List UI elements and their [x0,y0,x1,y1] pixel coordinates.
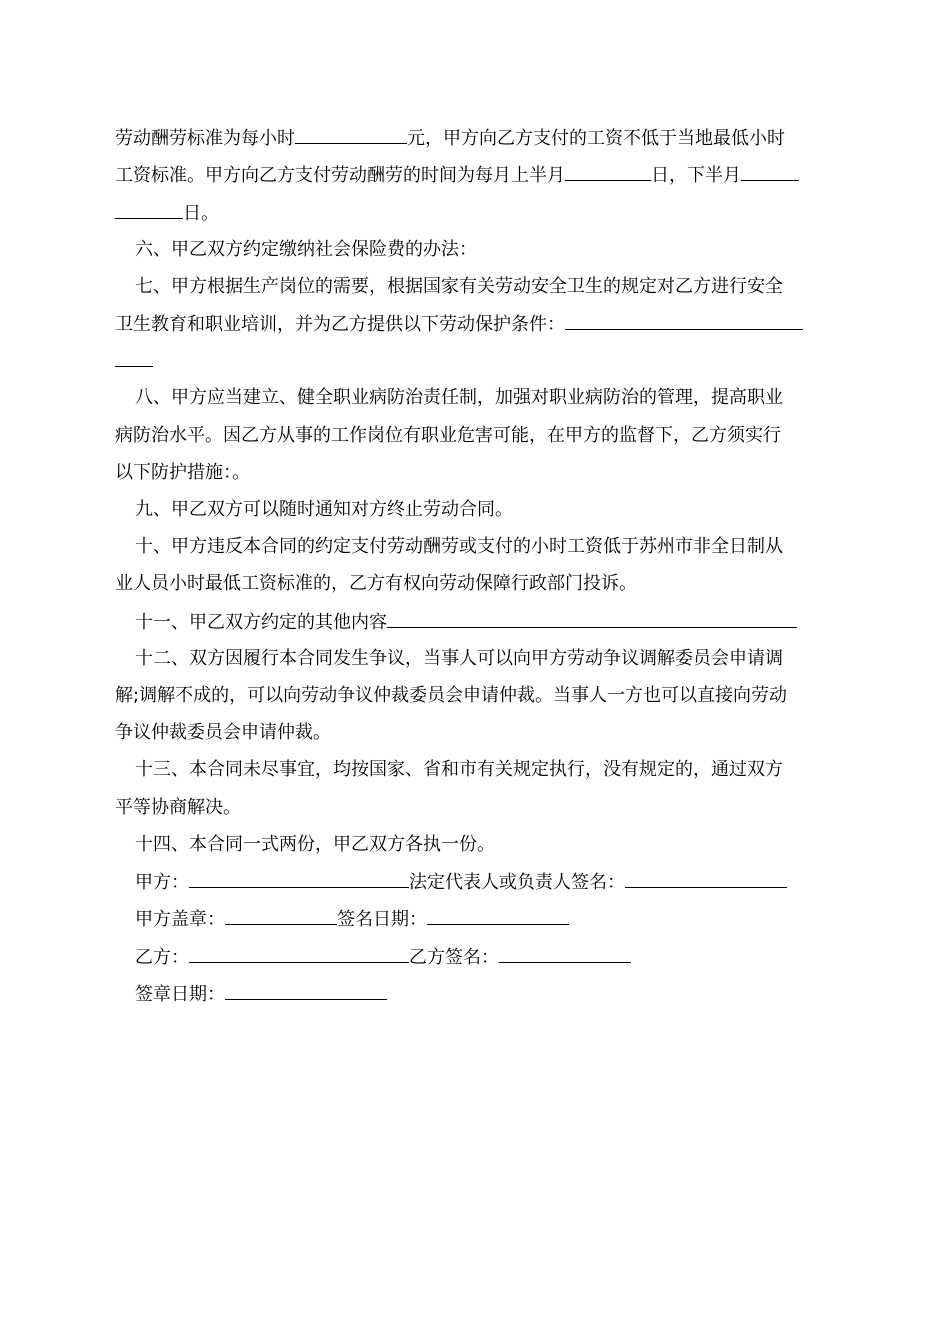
text-segment: 以下防护措施：。 [115,462,250,483]
text-segment: 十四、本合同一式两份，甲乙双方各执一份。 [135,834,495,855]
text-line [115,312,803,336]
clause-7 [135,275,783,299]
text-segment: 甲方盖章： [135,909,225,930]
clause-6 [135,238,477,262]
fill-blank[interactable] [741,163,799,181]
clause-8 [135,386,783,410]
text-segment: 七、甲方根据生产岗位的需要，根据国家有关劳动安全卫生的规定对乙方进行安全 [135,276,783,297]
fill-blank[interactable] [115,349,153,367]
text-segment: 签章日期： [135,984,225,1005]
text-line [115,796,241,820]
party-b-signature-blank[interactable] [499,945,631,963]
text-segment: 乙方： [135,947,189,968]
text-segment: 病防治水平。因乙方从事的工作岗位有职业危害可能，在甲方的监督下，乙方须实行 [115,425,781,446]
text-line [115,684,787,708]
text-line [115,163,799,187]
seal-date-line [135,982,387,1006]
text-segment: 日，下半月 [651,165,741,186]
text-segment: 争议仲裁委员会申请仲裁。 [115,722,331,743]
fill-blank[interactable] [115,201,183,219]
text-segment: 十三、本合同未尽事宜，均按国家、省和市有关规定执行，没有规定的，通过双方 [135,759,783,780]
text-segment: 日。 [183,203,219,224]
text-line [115,424,781,448]
text-segment: 九、甲乙双方可以随时通知对方终止劳动合同。 [135,499,513,520]
party-a-blank[interactable] [189,870,409,888]
text-segment: 十一、甲乙双方约定的其他内容 [135,612,387,633]
text-segment: 八、甲方应当建立、健全职业病防治责任制，加强对职业病防治的管理，提高职业 [135,387,783,408]
clause-10 [135,535,783,559]
fill-blank[interactable] [295,126,407,144]
party-a-line [135,870,787,894]
clause-13 [135,758,783,782]
text-segment: 平等协商解决。 [115,797,241,818]
fill-blank[interactable] [565,312,803,330]
text-segment: 元，甲方向乙方支付的工资不低于当地最低小时 [407,128,785,149]
text-line [115,126,785,150]
text-line [115,201,219,225]
party-b-blank[interactable] [189,945,409,963]
clause-11 [135,610,797,634]
clause-9 [135,498,513,522]
text-line [115,721,331,745]
text-segment: 卫生教育和职业培训，并为乙方提供以下劳动保护条件： [115,314,565,335]
text-segment: 签名日期： [337,909,427,930]
text-segment: 法定代表人或负责人签名： [409,872,625,893]
text-segment: 工资标准。甲方向乙方支付劳动酬劳的时间为每月上半月 [115,165,565,186]
text-segment: 业人员小时最低工资标准的，乙方有权向劳动保障行政部门投诉。 [115,573,637,594]
representative-signature-blank[interactable] [625,870,787,888]
text-line [115,461,250,485]
seal-date-blank[interactable] [225,982,387,1000]
text-segment: 解;调解不成的，可以向劳动争议仲裁委员会申请仲裁。当事人一方也可以直接向劳动 [115,685,788,706]
clause-14 [135,833,495,857]
party-a-seal-blank[interactable] [225,907,337,925]
text-segment: 甲方： [135,872,189,893]
sign-date-blank[interactable] [427,907,569,925]
party-a-seal-line [135,907,569,931]
text-segment: 劳动酬劳标准为每小时 [115,128,295,149]
text-segment: 十二、双方因履行本合同发生争议，当事人可以向甲方劳动争议调解委员会申请调 [135,648,783,669]
party-b-line [135,945,631,969]
text-segment: 十、甲方违反本合同的约定支付劳动酬劳或支付的小时工资低于苏州市非全日制从 [135,536,783,557]
fill-blank[interactable] [387,610,797,628]
clause-12 [135,647,783,671]
fill-blank[interactable] [565,163,651,181]
text-segment: 六、甲乙双方约定缴纳社会保险费的办法： [135,239,477,260]
text-line [115,572,637,596]
text-segment: 乙方签名： [409,947,499,968]
text-line [115,349,153,373]
